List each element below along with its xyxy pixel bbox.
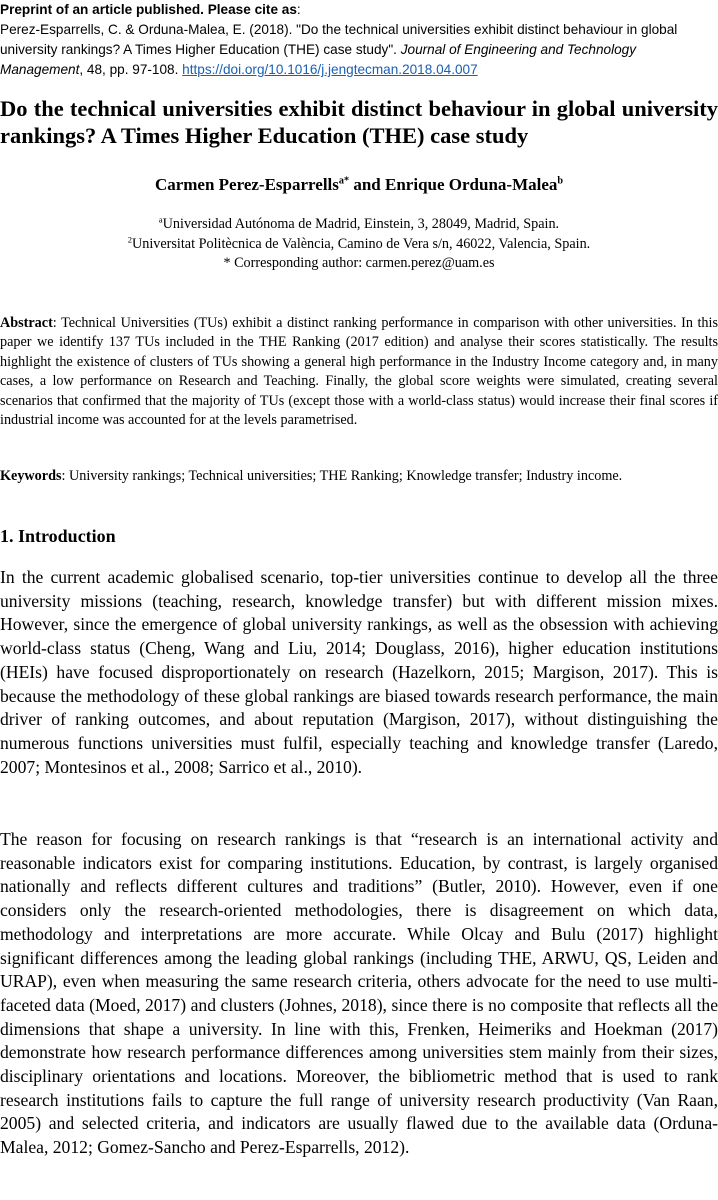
- abstract-text: : Technical Universities (TUs) exhibit a distinct ranking performance in comparison with other universities. In this paper we identify 137 TUs included in the THE Ranking (2017 edition) and analyse their scores statistically. The results highlight the existence of clusters of TUs showing a general high performance in the Industry Income category and, in many cases, a low performance on Research and Teaching. Finally, the global score weights were simulated, creating several scenarios that confirmed that the majority of TUs (except those with a world-class status) would increase their final scores if industrial income was accounted for at the levels parametrised.: [0, 315, 718, 429]
- author-2: Enrique Orduna-Malea: [385, 175, 558, 194]
- paragraph: In the current academic globalised scenario, top-tier universities continue to develop all the three university missions (teaching, research, knowledge transfer) but with different mission mixes. However, since the emergence of global university rankings, as well as the obsession with achieving world-class status (Cheng, Wang and Liu, 2014; Douglass, 2016), higher education institutions (HEIs) have focused disproportionately on research (Hazelkorn, 2015; Margison, 2017). This is because the methodology of these global rankings are biased towards research performance, the main driver of ranking outcomes, and about reputation (Margison, 2017), without distinguishing the numerous functions universities must fulfil, especially teaching and knowledge transfer (Laredo, 2007; Montesinos et al., 2008; Sarrico et al., 2010).: [0, 567, 718, 777]
- abstract-label: Abstract: [0, 315, 53, 331]
- citation-heading: Preprint of an article published. Please cite as: [0, 2, 297, 17]
- citation-details: , 48, pp. 97-108.: [79, 62, 183, 77]
- affiliation: [0, 215, 718, 235]
- keywords: [0, 467, 718, 486]
- affiliation-marker: a: [158, 214, 163, 225]
- keywords-text: : University rankings; Technical universities; THE Ranking; Knowledge transfer; Industry income.: [61, 468, 623, 484]
- affiliation-text: Universidad Autónoma de Madrid, Einstein, 3, 28049, Madrid, Spain.: [162, 216, 560, 232]
- author-2-affiliation: b: [557, 175, 564, 187]
- and: and: [349, 175, 386, 194]
- corresponding-author: * Corresponding author: carmen.perez@uam.es: [223, 255, 495, 271]
- affiliation-text: Universitat Politècnica de València, Camino de Vera s/n, 46022, Valencia, Spain.: [132, 235, 591, 252]
- paper-title: Do the technical universities exhibit distinct behaviour in global university rankings? A Times Higher Education (THE) case study: [0, 96, 718, 148]
- author-1-affiliation: a*: [338, 175, 350, 187]
- section-heading: 1. Introduction: [0, 526, 116, 546]
- author-1: Carmen Perez-Esparrells: [154, 175, 339, 194]
- affiliations: [0, 215, 718, 274]
- authors: [0, 175, 718, 195]
- affiliation-marker: 2: [127, 233, 132, 244]
- keywords-label: Keywords: [0, 468, 62, 484]
- citation-text: Perez-Esparrells, C. & Orduna-Malea, E. (2018). "Do the technical universities exhibit distinct behaviour in global university rankings? A Times Higher Education (THE) case study".: [0, 22, 678, 57]
- citation-block: [0, 0, 718, 80]
- affiliation: [0, 235, 718, 255]
- citation-journal: Journal of Engineering and Technology Management: [0, 42, 637, 77]
- paragraph: The reason for focusing on research rankings is that “research is an international activity and reasonable indicators exist for comparing institutions. Education, by contrast, is largely organised nationally and reflects different cultures and traditions” (Butler, 2010). However, even if one considers only the research-oriented methodologies, there is disagreement on which data, methodology and interpretations are more accurate. While Olcay and Bulu (2017) highlight significant differences among the leading global rankings (including THE, ARWU, QS, Leiden and URAP), even when measuring the same research criteria, others advocate for the need to use multi-faceted data (Moed, 2017) and clusters (Johnes, 2018), since there is no composite that reflects all the dimensions that shape a university. In line with this, Frenken, Heimeriks and Hoekman (2017) demonstrate how research performance differences among universities stem mainly from their sizes, disciplinary orientations and locations. Moreover, the bibliometric method that is used to rank research institutions fails to capture the full range of university research productivity (Van Raan, 2005) and selected criteria, and indicators are usually flawed due to the available data (Orduna-Malea, 2012; Gomez-Sancho and Perez-Esparrells, 2012).: [0, 829, 718, 1158]
- doi-link[interactable]: https://doi.org/10.1016/j.jengtecman.2018.04.007: [182, 62, 478, 77]
- abstract: [0, 314, 718, 430]
- colon: :: [296, 2, 301, 17]
